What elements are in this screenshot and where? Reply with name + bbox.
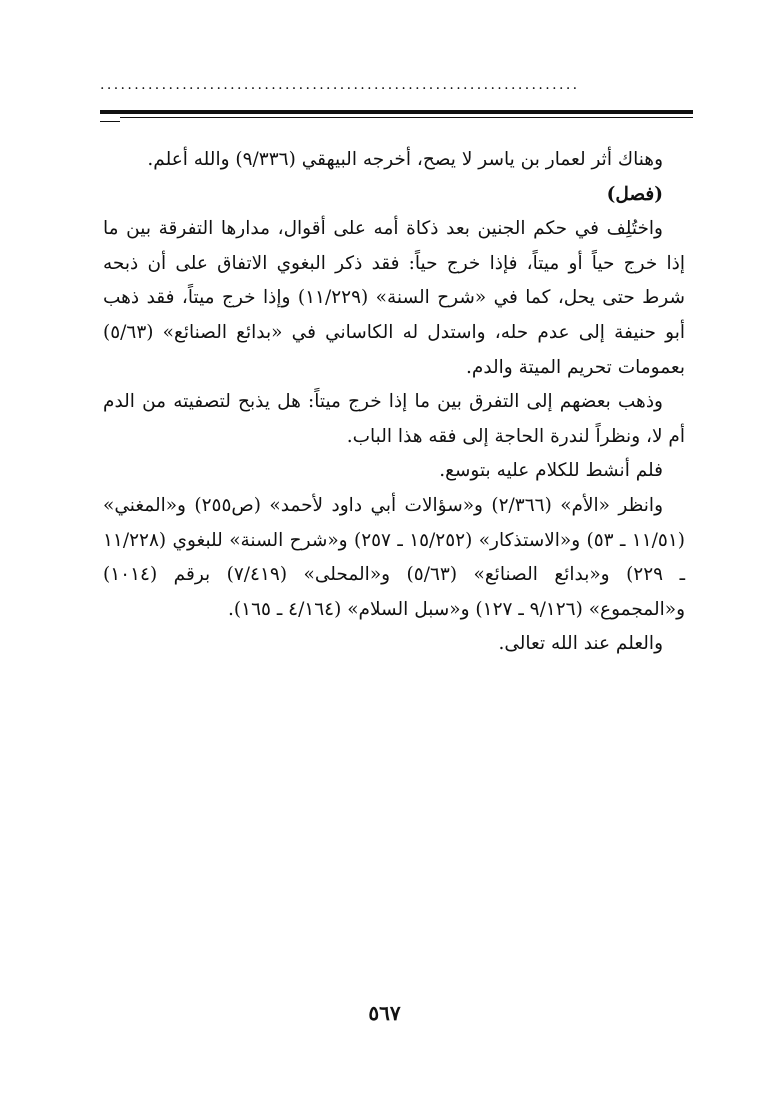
paragraph-ammar-narration: وهناك أثر لعمار بن ياسر لا يصح، أخرجه البيهقي (٩/٣٣٦) والله أعلم. <box>147 149 663 170</box>
paragraph-references: وانظر «الأم» (٢/٣٦٦) و«سؤالات أبي داود لأحمد» (ص٢٥٥) و«المغني» (١١/٥١ ـ ٥٣) و«الاستذكار» (١٥/٢٥٢ ـ ٢٥٧) و«شرح السنة» للبغوي (١١/٢٢٨ ـ ٢٢٩) و«بدائع الصنائع» (٥/٦٣) و«المحلى» (٧/٤١٩) برقم (١٠١٤) و«المجموع» (٩/١٢٦ ـ ١٢٧) و«سبل السلام» (٤/١٦٤ ـ ١٦٥). <box>103 494 685 620</box>
section-heading: (فصل) <box>606 183 663 205</box>
header-dotted-line: ...................................................................... <box>100 78 580 92</box>
page-body <box>103 143 685 662</box>
header-rule-tick <box>100 121 120 122</box>
page-number: ٥٦٧ <box>368 1001 401 1025</box>
paragraph-closing: والعلم عند الله تعالى. <box>498 633 663 655</box>
header-thick-rule <box>100 110 693 114</box>
paragraph-distinction: وذهب بعضهم إلى التفرق بين ما إذا خرج ميتاً: هل يذبح لتصفيته من الدم أم لا، ونظراً لندرة الحاجة إلى فقه هذا الباب. <box>103 391 685 447</box>
paragraph-fetus-ruling: واختُلِف في حكم الجنين بعد ذكاة أمه على أقوال، مدارها التفرقة بين ما إذا خرج حياً أو ميتاً، فإذا خرج حياً: فقد ذكر البغوي الاتفاق على أن ذبحه شرط حتى يحل، كما في «شرح السنة» (١١/٢٢٩) وإذا خرج ميتاً، فقد ذهب أبو حنيفة إلى عدم حله، واستدل له الكاساني في «بدائع الصنائع» (٥/٦٣) بعمومات تحريم الميتة والدم. <box>103 218 685 378</box>
header-thin-rule <box>120 117 693 118</box>
paragraph-brevity-note: فلم أنشط للكلام عليه بتوسع. <box>439 460 663 482</box>
